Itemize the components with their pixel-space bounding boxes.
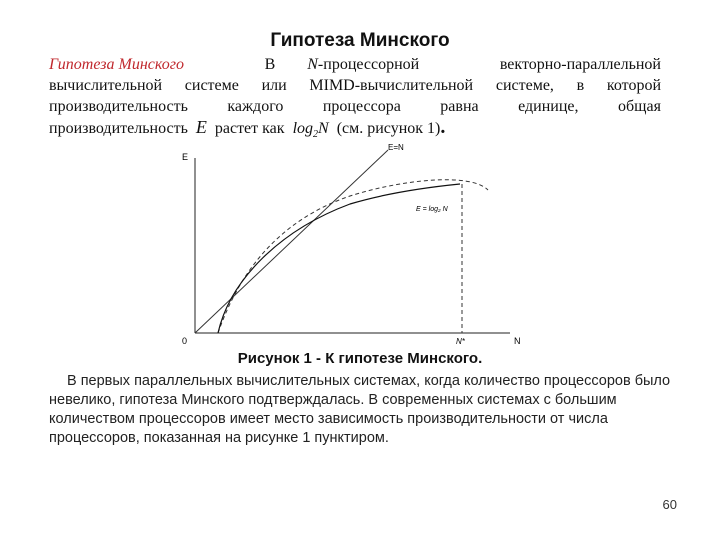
intro-paragraph [49, 54, 661, 145]
origin-label: 0 [182, 336, 188, 346]
intro-line-4: производительность E растет как $\log_2N$ (см. рисунок 1). [49, 116, 446, 141]
n-star-label: N* [456, 337, 465, 346]
intro-word-v: В [264, 56, 276, 73]
page-number: 60 [662, 497, 677, 512]
intro-line-2: вычислительной системе или MIMD-вычислительной системе, в которой [49, 77, 661, 94]
figure-caption: Рисунок 1 - К гипотезе Минского. [237, 350, 483, 367]
log-curve-label: E = log₂ N [416, 206, 448, 213]
second-paragraph [49, 372, 671, 448]
intro-word-processor: -процессорной [317, 56, 420, 73]
intro-line-3: производительность каждого процессора равна единице, общая [49, 98, 661, 115]
second-line-4: процессоров, показанная на рисунке 1 пунктиром. [49, 430, 389, 446]
linear-line [195, 150, 388, 333]
e-symbol: E [195, 117, 207, 137]
second-line-3: количеством процессоров имеет место зависимость производительности от числа [49, 411, 608, 427]
n-symbol: N [307, 56, 318, 73]
hypothesis-term: Гипотеза Минского [49, 56, 184, 73]
linear-line-label: E=N [388, 143, 404, 152]
second-line-2: невелико, гипотеза Минского подтверждалась. В современных системах с большим [49, 392, 617, 408]
intro-line-1 [49, 54, 661, 75]
minsky-figure [170, 140, 530, 355]
intro-word-vector: векторно-параллельной [499, 56, 661, 73]
log-symbol: $\log_2N$ [292, 120, 329, 141]
slide-title: Гипотеза Минского [270, 30, 450, 51]
y-axis-label: E [182, 152, 189, 162]
x-axis-label: N [514, 336, 521, 346]
figure-svg [170, 140, 530, 350]
second-line-1: В первых параллельных вычислительных системах, когда количество процессоров было [67, 373, 671, 389]
